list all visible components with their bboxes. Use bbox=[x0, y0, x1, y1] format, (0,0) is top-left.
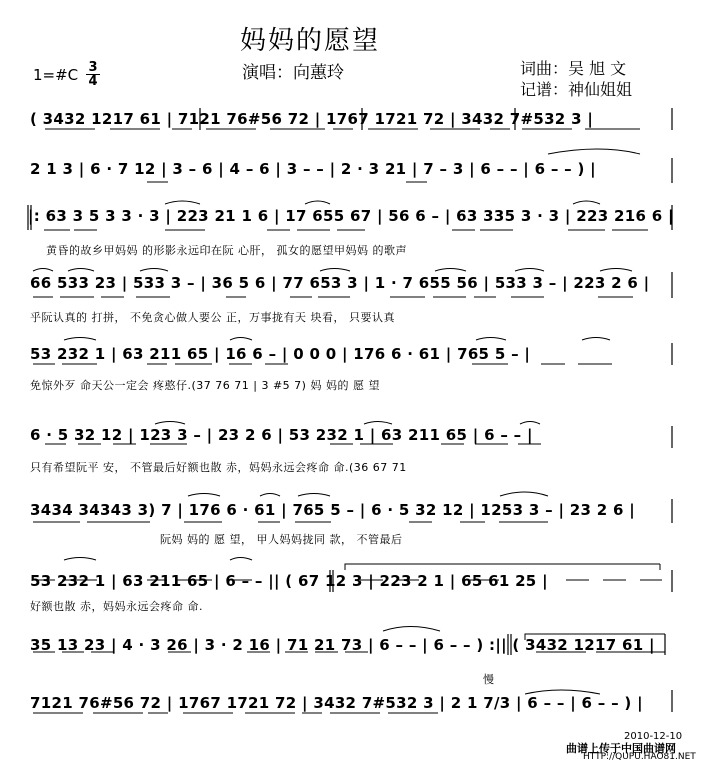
time-signature-top: 3 bbox=[88, 60, 98, 75]
site-url: HTTP://QUPU.HAO81.NET bbox=[583, 752, 696, 762]
score-row-5-lyrics: 免惊外歹 命天公一定会 疼憨仔.(37 76 71 | 3 #5 7) 妈 妈的 愿 望 bbox=[30, 379, 380, 392]
site-watermark: 曲谱上传于中国曲谱网 bbox=[566, 742, 676, 755]
score-row-1-notes: ( 3432 1217 61 | 7121 76#56 72 | 1767 1721 72 | 3432 7#532 3 | bbox=[30, 110, 594, 128]
score-row-6-notes: 6 · 5 32 12 | 123 3 – | 23 2 6 | 53 232 1 | 63 211 65 | 6 – – | bbox=[30, 426, 533, 444]
time-signature-bottom: 4 bbox=[86, 74, 100, 88]
tempo-marking: 慢 bbox=[483, 673, 494, 686]
lyricist-composer-credit: 词曲：吴 旭 文 bbox=[520, 59, 627, 78]
score-row-4-lyrics: 乎阮认真的 打拼， 不免贪心做人要公 正，万事拢有天 块看， 只要认真 bbox=[30, 311, 395, 324]
score-row-8-lyrics: 好额也散 赤，妈妈永远会疼命 命. bbox=[30, 600, 203, 613]
score-row-4-notes: 66 533 23 | 533 3 – | 36 5 6 | 77 653 3 | 1 · 7 655 56 | 533 3 – | 223 2 6 | bbox=[30, 274, 650, 292]
score-row-7-notes: 3434 34343 3) 7 | 176 6 · 61 | 765 5 – | 6 · 5 32 12 | 1253 3 – | 23 2 6 | bbox=[30, 501, 636, 519]
score-row-3-lyrics: 黄昏的故乡甲妈妈 的形影永远印在阮 心肝， 孤女的愿望甲妈妈 的歌声 bbox=[46, 244, 407, 257]
score-row-3-notes: |: 63 3 5 3 3 · 3 | 223 21 1 6 | 17 655 67 | 56 6 – | 63 335 3 · 3 | 223 216 6 | bbox=[28, 207, 674, 225]
score-row-10-notes: 7121 76#56 72 | 1767 1721 72 | 3432 7#532 3 | 2 1 7/3 | 6 – – | 6 – – ) | bbox=[30, 694, 643, 712]
song-title: 妈妈的愿望 bbox=[240, 26, 381, 56]
score-row-8-notes: 53 232 1 | 63 211 65 | 6 – – || ( 67 12 3 | 223 2 1 | 65 61 25 | bbox=[30, 572, 548, 590]
singer-credit: 演唱：向蕙玲 bbox=[242, 63, 344, 83]
key-signature: 1=#C bbox=[33, 66, 79, 84]
transcriber-credit: 记谱：神仙姐姐 bbox=[520, 80, 633, 99]
score-row-2-notes: 2 1 3 | 6 · 7 12 | 3 – 6 | 4 – 6 | 3 – – | 2 · 3 21 | 7 – 3 | 6 – – | 6 – – ) | bbox=[30, 160, 596, 178]
score-row-9-notes: 35 13 23 | 4 · 3 26 | 3 · 2 16 | 71 21 73 | 6 – – | 6 – – ) :|| ( 3432 1217 61 | bbox=[30, 636, 655, 654]
score-row-6-lyrics: 只有希望阮平 安， 不管最后好额也散 赤，妈妈永远会疼命 命.(36 67 71 bbox=[30, 461, 407, 474]
score-row-7-lyrics: 阮妈 妈的 愿 望， 甲人妈妈拢同 款， 不管最后 bbox=[160, 533, 403, 546]
upload-date: 2010-12-10 bbox=[624, 731, 683, 742]
score-row-5-notes: 53 232 1 | 63 211 65 | 16 6 – | 0 0 0 | 176 6 · 61 | 765 5 – | bbox=[30, 345, 531, 363]
